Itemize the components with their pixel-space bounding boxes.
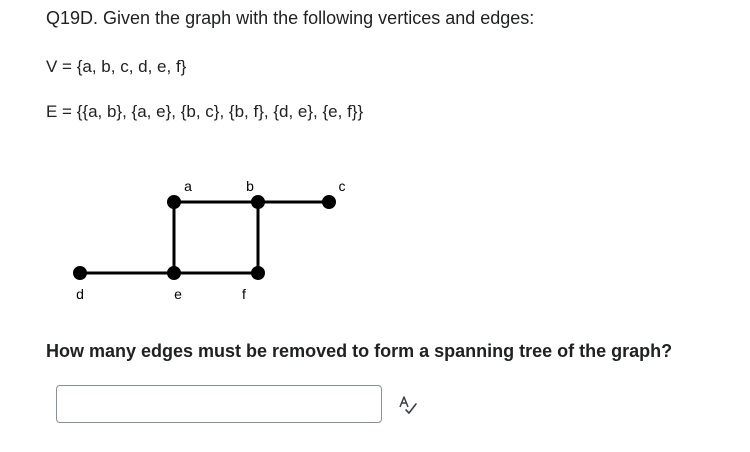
vertex-label-a: a (184, 178, 192, 194)
spellcheck-icon[interactable] (396, 393, 418, 415)
vertex-set: V = {a, b, c, d, e, f} (46, 57, 187, 76)
vertex-d (73, 266, 87, 280)
vertex-label-b: b (246, 178, 254, 194)
question-title: Q19D. Given the graph with the following vertices and edges: (46, 8, 535, 28)
vertex-c (322, 195, 336, 209)
vertex-e (167, 266, 181, 280)
vertex-b (251, 195, 265, 209)
edge-set: E = {{a, b}, {a, e}, {b, c}, {b, f}, {d, e}, {e, f}} (46, 102, 364, 121)
vertex-a (167, 195, 181, 209)
vertex-f (251, 266, 265, 280)
graph-vertices (73, 195, 336, 280)
answer-input[interactable] (56, 385, 382, 423)
vertex-label-f: f (242, 286, 246, 302)
vertex-label-c: c (338, 178, 346, 194)
graph-edges (80, 202, 329, 273)
question-prompt: How many edges must be removed to form a spanning tree of the graph? (46, 341, 673, 361)
vertex-label-e: e (174, 286, 182, 302)
graph-labels (76, 178, 345, 302)
vertex-label-d: d (76, 286, 84, 302)
